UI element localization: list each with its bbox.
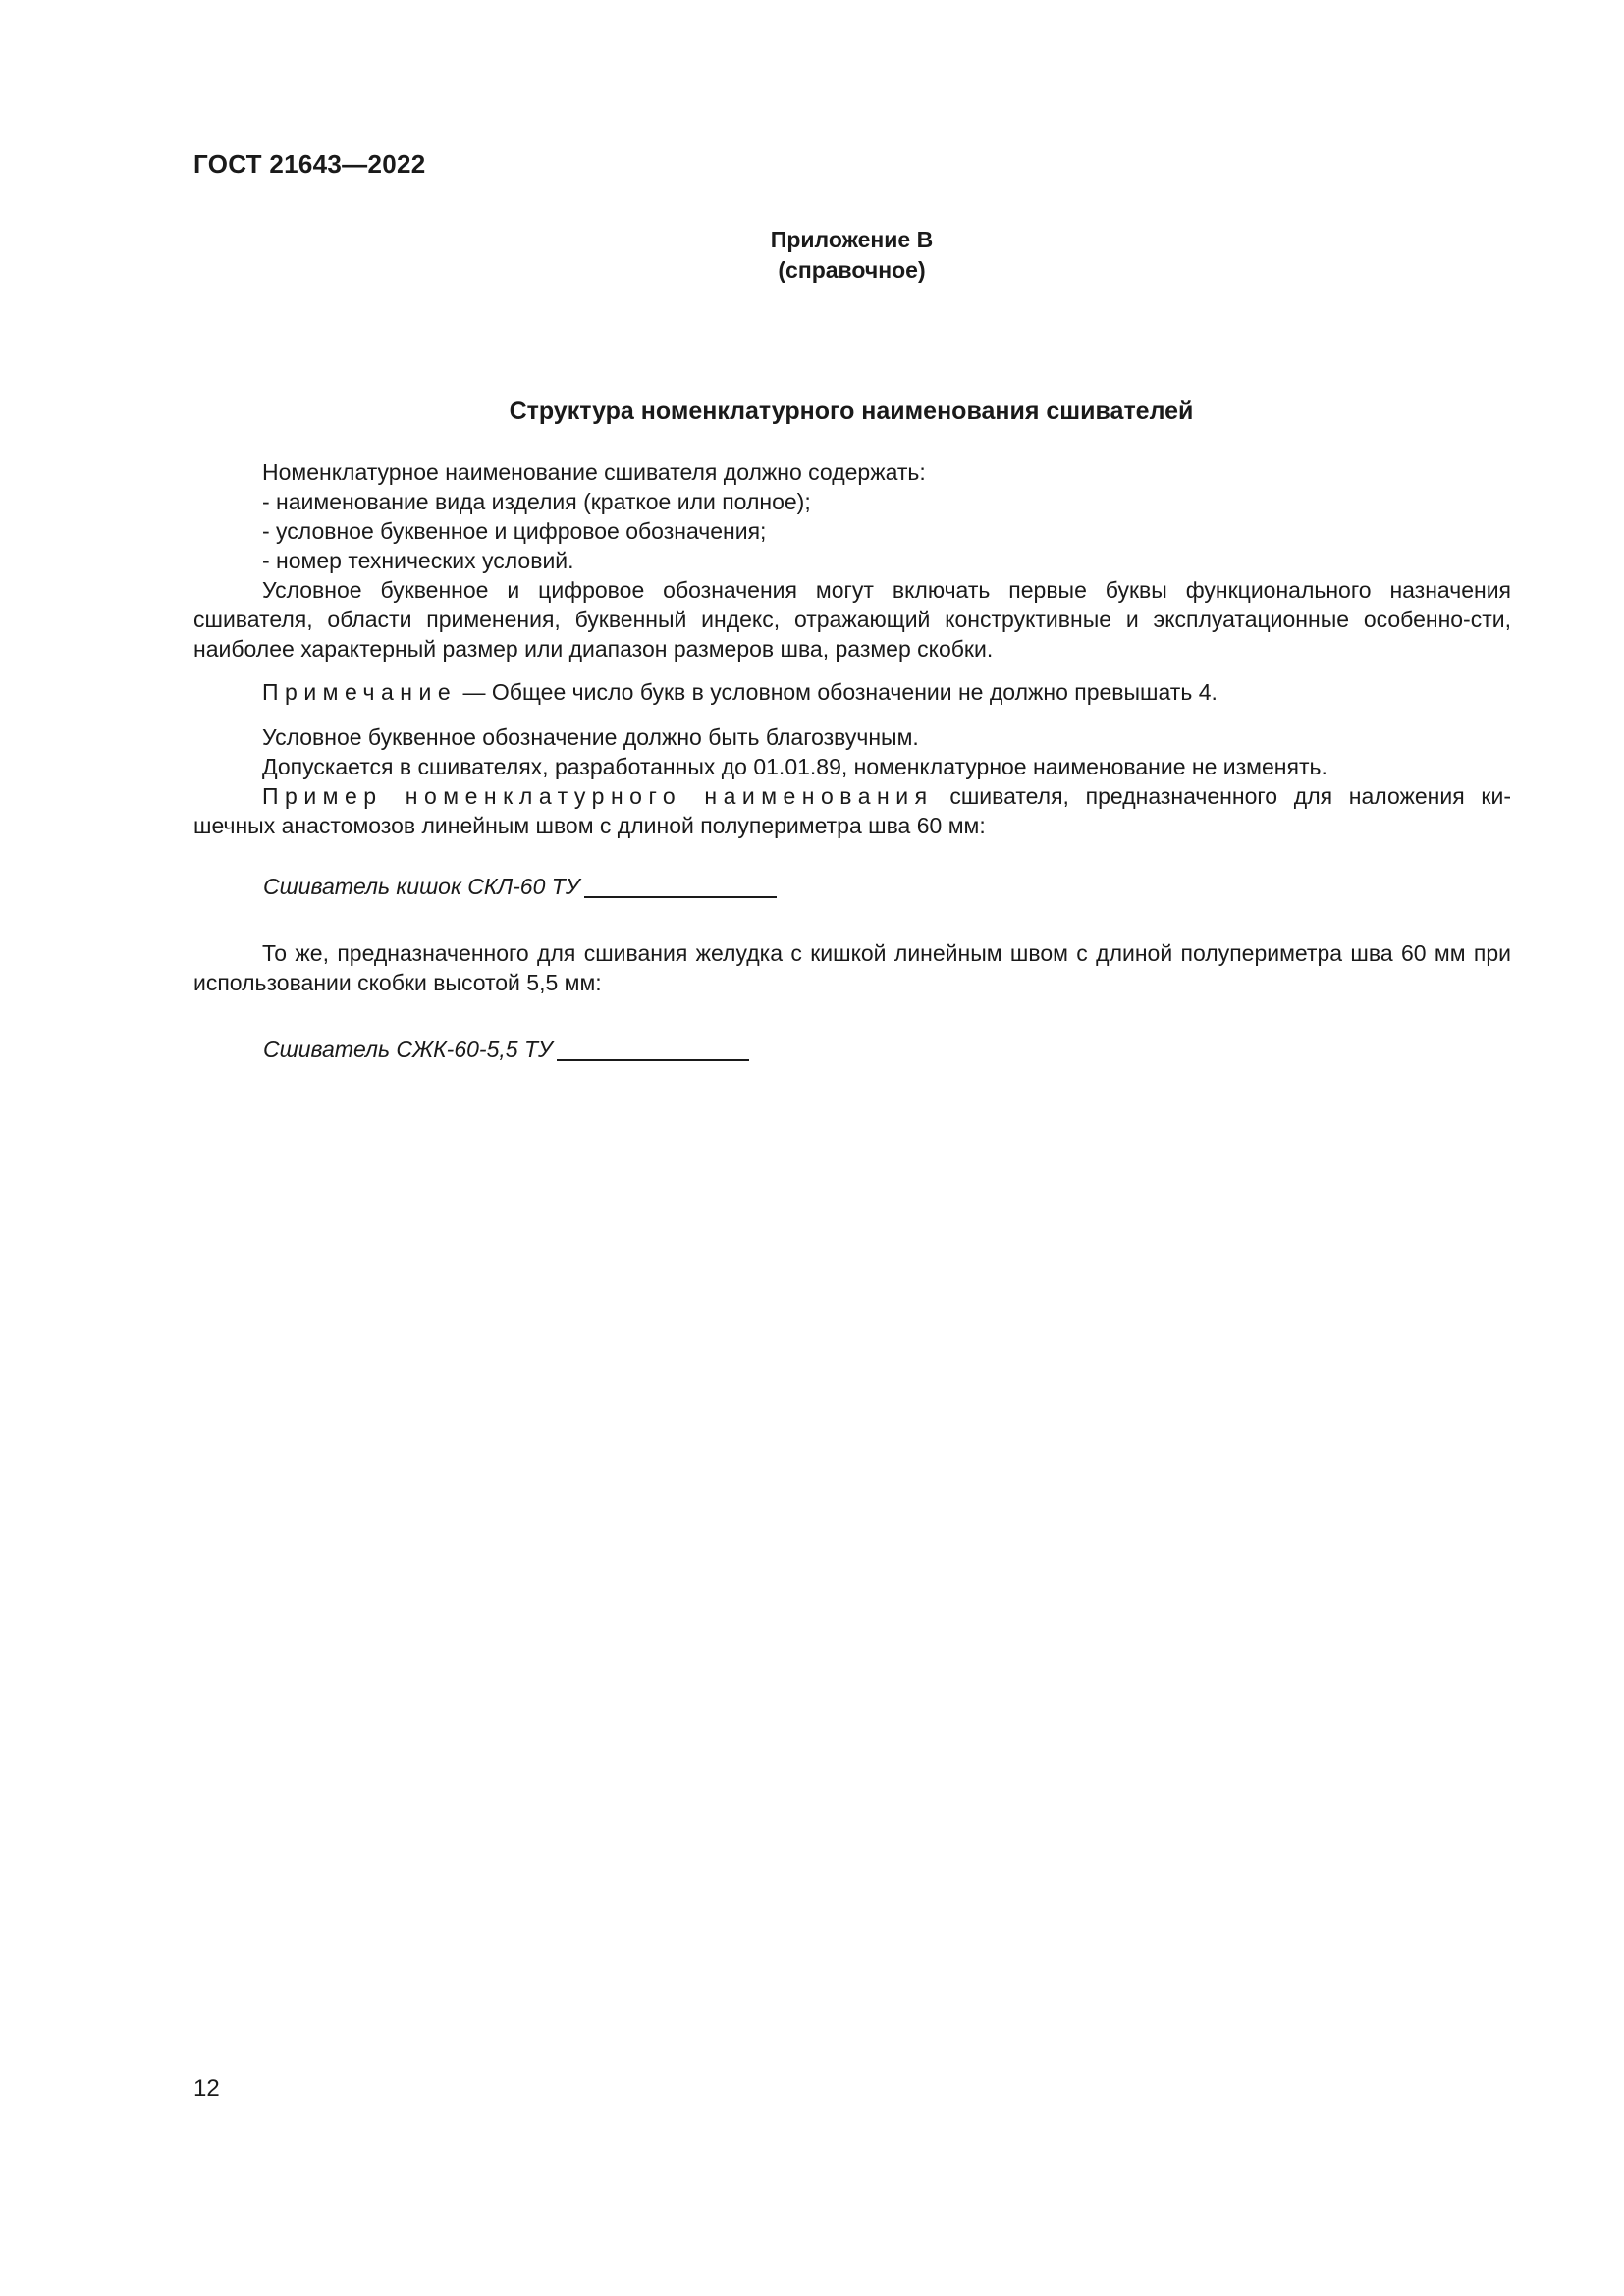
- note-label: Примечание: [262, 679, 458, 705]
- fill-in-blank: [584, 873, 777, 898]
- same-paragraph: То же, предназначенного для сшивания желудка с кишкой линейным швом с длиной полупериметра шва 60 мм при использовании скобки высотой 5,5 мм:: [193, 940, 1511, 995]
- list-item: - наименование вида изделия (краткое или полное);: [262, 489, 811, 514]
- note-text: — Общее число букв в условном обозначении не должно превышать 4.: [462, 679, 1218, 705]
- section-title: Структура номенклатурного наименования сшивателей: [509, 398, 1194, 425]
- intro-line: Номенклатурное наименование сшивателя должно содержать:: [262, 459, 926, 485]
- note: [262, 677, 1218, 707]
- euphony-line: Условное буквенное обозначение должно быть благозвучным.: [262, 724, 919, 750]
- example-label: Пример номенклатурного наименования: [262, 783, 934, 809]
- legacy-line: Допускается в сшивателях, разработанных до 01.01.89, номенклатурное наименование не изменять.: [262, 754, 1327, 779]
- example-2: [263, 1035, 749, 1064]
- example-paragraph: [193, 781, 1511, 840]
- example-text: сшивателя, предназначенного для наложения ки-шечных анастомозов линейным швом с длиной полупериметра шва 60 мм:: [193, 783, 1511, 838]
- list-item: - номер технических условий.: [262, 548, 574, 573]
- designation-paragraph: Условное буквенное и цифровое обозначения могут включать первые буквы функционального назначения сшивателя, области применения, буквенный индекс, отражающий конструктивные и эксплуатационные особенно-сти, наиболее характерный размер или диапазон размеров шва, размер скобки.: [193, 577, 1511, 662]
- page-number: 12: [193, 2075, 220, 2102]
- appendix-title: Приложение В: [770, 227, 934, 252]
- example-2-text: Сшиватель СЖК-60-5,5 ТУ: [263, 1037, 553, 1062]
- fill-in-blank: [557, 1036, 749, 1061]
- list-item: - условное буквенное и цифровое обозначения;: [262, 518, 767, 544]
- example-1-text: Сшиватель кишок СКЛ-60 ТУ: [263, 874, 580, 899]
- example-1: [263, 872, 777, 901]
- appendix-kind: (справочное): [778, 257, 926, 283]
- document-code: ГОСТ 21643—2022: [193, 149, 426, 179]
